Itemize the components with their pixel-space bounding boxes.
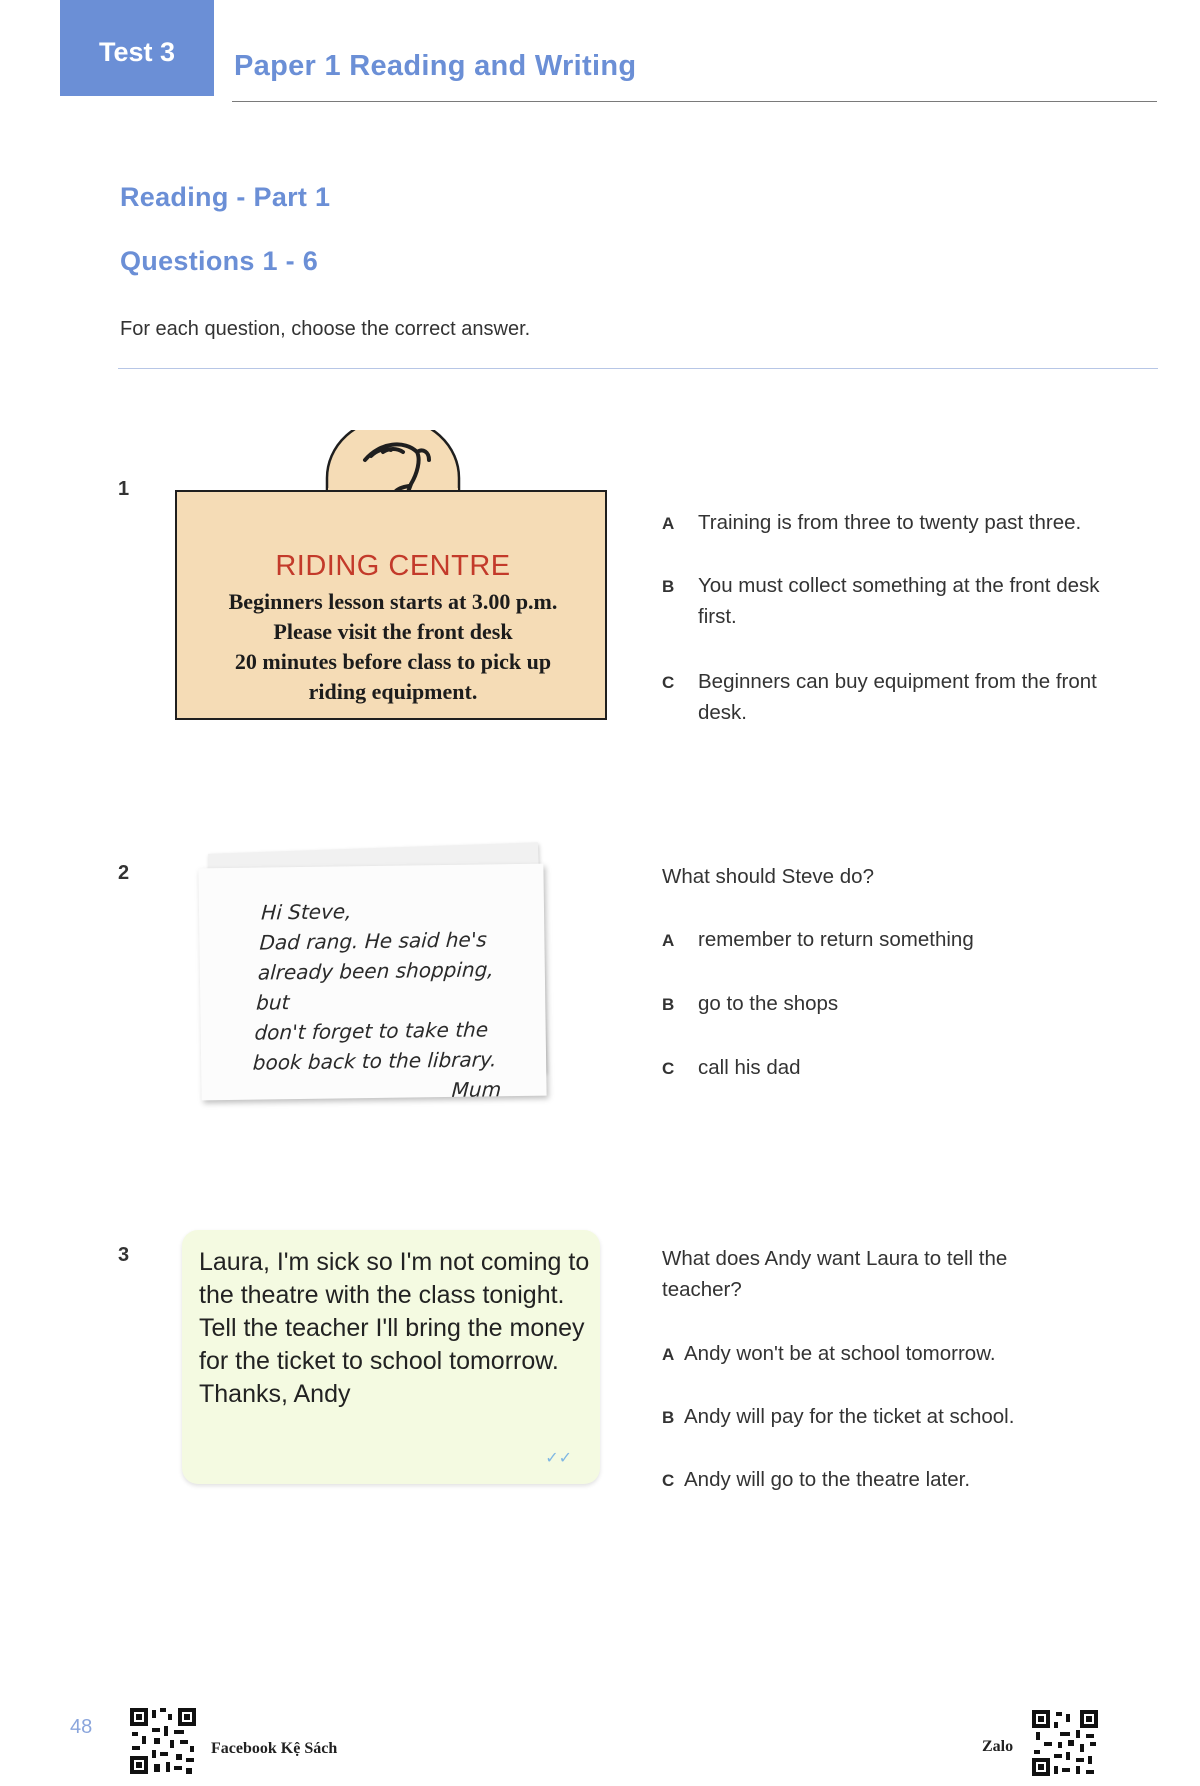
header-divider [232, 101, 1157, 102]
note-line: already been shopping, but [255, 957, 495, 1015]
q2-prompt: What should Steve do? [662, 865, 874, 888]
option-letter: A [662, 514, 675, 533]
option-letter: C [662, 673, 675, 692]
question-number-3: 3 [118, 1244, 130, 1266]
option-letter: B [662, 1408, 675, 1427]
option-text: Training is from three to twenty past three. [698, 511, 1082, 534]
option-text: Andy won't be at school tomorrow. [684, 1342, 996, 1365]
option-text: call his dad [698, 1056, 801, 1079]
text-message-bubble [182, 1230, 600, 1484]
q1-option-a[interactable] [662, 507, 1152, 539]
paper-title: Paper 1 Reading and Writing [234, 50, 637, 82]
qr-code-icon[interactable] [128, 1706, 198, 1776]
option-text: Beginners can buy equipment from the front desk. [698, 670, 1097, 724]
option-text: Andy will pay for the ticket at school. [684, 1405, 1015, 1428]
option-letter: B [662, 995, 675, 1014]
q1-option-b[interactable] [662, 570, 1152, 632]
sign-line: 20 minutes before class to pick up [234, 649, 552, 674]
note-line: don't forget to take the [253, 1017, 489, 1045]
option-letter: A [662, 1345, 675, 1364]
sign-title: RIDING CENTRE [275, 550, 511, 582]
question-number-2: 2 [118, 862, 130, 884]
option-text: remember to return something [698, 928, 974, 951]
option-letter: C [662, 1471, 675, 1490]
note-text [250, 894, 512, 1108]
q2-option-c[interactable] [662, 1052, 801, 1084]
q3-prompt: What does Andy want Laura to tell the teacher? [662, 1247, 1008, 1301]
page-number: 48 [70, 1716, 93, 1738]
read-receipt-icon: ✓✓ [545, 1450, 572, 1467]
zalo-label: Zalo [982, 1738, 1014, 1755]
note-line: Hi Steve, [260, 899, 353, 925]
sign-line: Beginners lesson starts at 3.00 p.m. [228, 589, 558, 614]
note-signature: Mum [451, 1077, 502, 1102]
sign-board [175, 490, 607, 720]
instruction-text: For each question, choose the correct answer. [120, 318, 531, 340]
test-tab [60, 0, 214, 96]
message-text: Laura, I'm sick so I'm not coming to the theatre with the class tonight. Tell the teacher I'll bring the money for the ticket to school tomorrow. Thanks, Andy [199, 1248, 590, 1408]
handwritten-note [198, 864, 546, 1101]
questions-heading: Questions 1 - 6 [120, 246, 319, 276]
option-text: Andy will go to the theatre later. [684, 1468, 971, 1491]
qr-code-icon[interactable] [1030, 1708, 1100, 1778]
part-heading: Reading - Part 1 [120, 182, 331, 212]
q1-option-c[interactable] [662, 666, 1152, 728]
question-number-1: 1 [118, 478, 130, 500]
note-line: book back to the library. [252, 1047, 498, 1075]
sign-body [187, 587, 599, 707]
riding-centre-sign [175, 490, 607, 720]
q2-option-a[interactable] [662, 924, 974, 956]
note-line: Dad rang. He said he's [258, 927, 488, 955]
facebook-label: Facebook Kệ Sách [211, 1740, 338, 1757]
option-text: You must collect something at the front desk first. [698, 574, 1100, 628]
sign-line: riding equipment. [308, 679, 478, 704]
q3-option-a[interactable] [662, 1338, 996, 1370]
q3-option-c[interactable] [662, 1464, 970, 1496]
q3-option-b[interactable] [662, 1401, 1014, 1433]
sign-line: Please visit the front desk [273, 619, 513, 644]
test-label: Test 3 [98, 36, 176, 67]
q2-option-b[interactable] [662, 988, 838, 1020]
option-text: go to the shops [698, 992, 839, 1015]
instruction-divider [118, 368, 1158, 369]
option-letter: C [662, 1059, 675, 1078]
option-letter: B [662, 577, 675, 596]
option-letter: A [662, 931, 675, 950]
